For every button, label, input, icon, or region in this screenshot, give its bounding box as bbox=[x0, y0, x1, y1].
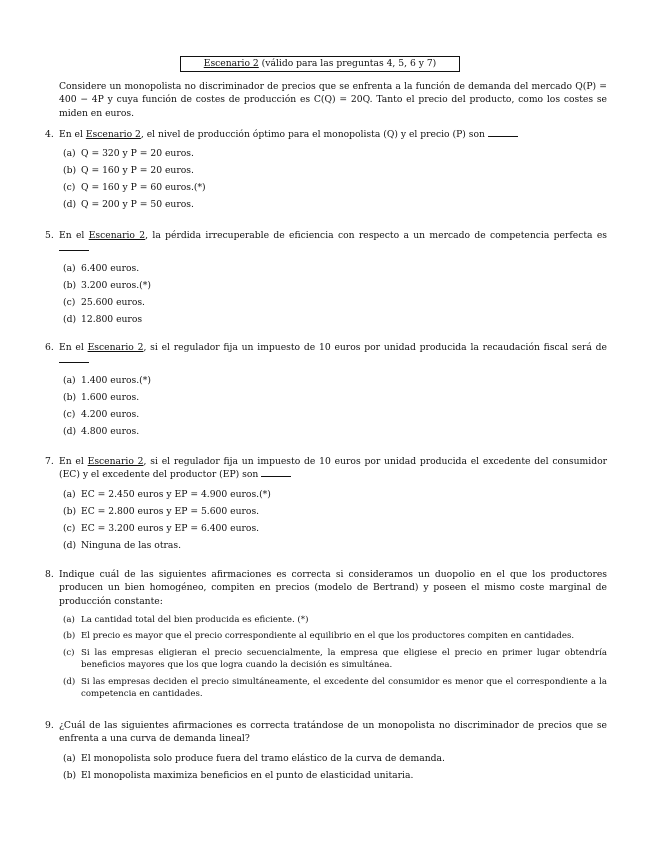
question-text-body: , si el regulador fija un impuesto de 10 euros por unidad producida el excedente del consumidor (EC) y el excedente del productor (EP) son bbox=[59, 456, 608, 481]
option-text: Q = 320 y P = 20 euros. bbox=[81, 148, 194, 160]
option-text: EC = 2.450 euros y EP = 4.900 euros.(*) bbox=[81, 488, 271, 500]
option-label: (d) bbox=[63, 676, 76, 687]
option-label: (c) bbox=[63, 647, 75, 658]
answer-option-a bbox=[63, 262, 607, 279]
option-text: Q = 160 y P = 20 euros. bbox=[81, 165, 194, 177]
answer-option-c bbox=[63, 181, 607, 198]
option-label: (b) bbox=[63, 631, 76, 642]
question-5 bbox=[45, 229, 607, 330]
question-9 bbox=[45, 719, 607, 786]
question-text-pre: En el bbox=[59, 129, 86, 140]
option-label: (b) bbox=[63, 165, 77, 177]
scenario-reference: Escenario 2 bbox=[87, 342, 144, 353]
scenario-title-rest: (válido para las preguntas 4, 5, 6 y 7) bbox=[258, 58, 437, 69]
answer-option-c bbox=[63, 408, 607, 425]
option-text: 4.800 euros. bbox=[81, 425, 140, 437]
answer-option-b bbox=[63, 164, 607, 181]
answer-option-a bbox=[63, 374, 607, 391]
answer-options bbox=[63, 752, 607, 786]
option-label: (a) bbox=[63, 615, 75, 626]
answer-option-b bbox=[63, 279, 607, 296]
answer-option-d bbox=[63, 539, 607, 556]
option-label: (a) bbox=[63, 752, 76, 764]
question-7 bbox=[45, 455, 607, 556]
option-label: (b) bbox=[63, 505, 77, 517]
question-6 bbox=[45, 341, 607, 442]
option-text: La cantidad total del bien producida es eficiente. (*) bbox=[81, 615, 309, 626]
answer-options bbox=[63, 262, 607, 330]
question-text-body: , si el regulador fija un impuesto de 10 euros por unidad producida la recaudación fiscal será de bbox=[143, 342, 607, 353]
answer-option-b bbox=[63, 630, 607, 646]
question-number: 9. bbox=[45, 720, 54, 731]
option-text: 4.200 euros. bbox=[81, 408, 140, 420]
answer-option-a bbox=[63, 614, 607, 630]
answer-option-d bbox=[63, 676, 607, 705]
question-4 bbox=[45, 128, 607, 215]
question-text-pre: En el bbox=[59, 342, 88, 353]
option-label: (d) bbox=[63, 313, 77, 325]
answer-option-c bbox=[63, 647, 607, 676]
option-label: (c) bbox=[63, 296, 76, 308]
answer-option-b bbox=[63, 769, 607, 786]
answer-option-b bbox=[63, 391, 607, 408]
option-label: (b) bbox=[63, 769, 77, 781]
question-text-body: Indique cuál de las siguientes afirmaciones es correcta si consideramos un duopolio en el que los productores producen un bien homogéneo, compiten en precios (modelo de Bertrand) y poseen el mismo coste marginal de producción constante: bbox=[59, 569, 607, 607]
answer-blank bbox=[261, 468, 291, 477]
scenario-reference: Escenario 2 bbox=[85, 129, 141, 140]
question-text bbox=[59, 229, 607, 256]
option-text: Si las empresas deciden el precio simultáneamente, el excedente del consumidor es menor que el correspondiente a la competencia en cantidades. bbox=[81, 676, 607, 700]
option-text: 6.400 euros. bbox=[81, 262, 140, 274]
question-text-pre: En el bbox=[59, 456, 88, 467]
option-label: (d) bbox=[63, 539, 77, 551]
question-text bbox=[59, 455, 607, 482]
option-text: 12.800 euros bbox=[81, 313, 143, 325]
option-label: (c) bbox=[63, 408, 76, 420]
option-label: (b) bbox=[63, 391, 77, 403]
option-label: (d) bbox=[63, 199, 77, 211]
option-text: Q = 200 y P = 50 euros. bbox=[81, 199, 194, 211]
question-text-body: , el nivel de producción óptimo para el monopolista (Q) y el precio (P) son bbox=[140, 129, 485, 140]
option-text: 3.200 euros.(*) bbox=[81, 279, 151, 291]
question-text bbox=[59, 719, 607, 746]
option-label: (a) bbox=[63, 262, 76, 274]
answer-option-c bbox=[63, 296, 607, 313]
answer-blank bbox=[488, 128, 518, 137]
option-text: Si las empresas eligieran el precio secuencialmente, la empresa que eligiese el precio en primer lugar obtendría beneficios mayores que los que logra cuando la decisión es simultánea. bbox=[81, 647, 607, 671]
answer-option-c bbox=[63, 522, 607, 539]
option-label: (a) bbox=[63, 148, 76, 160]
question-text-body: , la pérdida irrecuperable de eficiencia con respecto a un mercado de competencia perfecta es bbox=[145, 230, 608, 241]
answer-blank bbox=[59, 242, 89, 251]
option-label: (a) bbox=[63, 374, 76, 386]
answer-option-a bbox=[63, 488, 607, 505]
option-text: Q = 160 y P = 60 euros.(*) bbox=[81, 182, 206, 194]
option-text: El monopolista maximiza beneficios en el punto de elasticidad unitaria. bbox=[81, 769, 414, 781]
scenario-title-box bbox=[180, 56, 460, 72]
question-text bbox=[59, 341, 607, 368]
option-text: 1.600 euros. bbox=[81, 391, 140, 403]
question-text-pre: En el bbox=[59, 230, 89, 241]
option-text: EC = 2.800 euros y EP = 5.600 euros. bbox=[81, 505, 260, 517]
question-8 bbox=[45, 568, 607, 705]
option-text: El precio es mayor que el precio correspondiente al equilibrio en el que los productores compiten en cantidades. bbox=[81, 631, 575, 642]
answer-option-d bbox=[63, 313, 607, 330]
option-label: (a) bbox=[63, 488, 76, 500]
option-label: (b) bbox=[63, 279, 77, 291]
answer-options bbox=[63, 614, 607, 705]
answer-option-a bbox=[63, 147, 607, 164]
answer-options bbox=[63, 488, 607, 556]
scenario-reference: Escenario 2 bbox=[87, 456, 144, 467]
option-text: Ninguna de las otras. bbox=[81, 539, 182, 551]
option-label: (c) bbox=[63, 182, 76, 194]
option-text: 1.400 euros.(*) bbox=[81, 374, 151, 386]
question-text bbox=[59, 568, 607, 608]
answer-blank bbox=[59, 354, 89, 363]
option-text: 25.600 euros. bbox=[81, 296, 145, 308]
question-number: 6. bbox=[45, 342, 54, 353]
question-number: 7. bbox=[45, 456, 54, 467]
scenario-reference: Escenario 2 bbox=[88, 230, 146, 241]
option-label: (d) bbox=[63, 425, 77, 437]
answer-option-d bbox=[63, 198, 607, 215]
scenario-title-underlined: Escenario 2 bbox=[203, 58, 259, 69]
answer-options bbox=[63, 374, 607, 442]
question-number: 5. bbox=[45, 230, 54, 241]
answer-option-a bbox=[63, 752, 607, 769]
option-text: El monopolista solo produce fuera del tramo elástico de la curva de demanda. bbox=[81, 752, 445, 764]
answer-option-d bbox=[63, 425, 607, 442]
question-number: 8. bbox=[45, 569, 54, 580]
question-number: 4. bbox=[45, 129, 54, 140]
option-text: EC = 3.200 euros y EP = 6.400 euros. bbox=[81, 522, 260, 534]
question-text-body: ¿Cuál de las siguientes afirmaciones es correcta tratándose de un monopolista no discriminador de precios que se enfrenta a una curva de demanda lineal? bbox=[59, 720, 607, 745]
option-label: (c) bbox=[63, 522, 76, 534]
question-text bbox=[59, 128, 607, 141]
scenario-intro: Considere un monopolista no discriminador de precios que se enfrenta a la función de demanda del mercado Q(P) = 400 − 4P y cuya función de costes de producción es C(Q) = 20Q. Tanto el precio del producto, como los costes se miden en euros. bbox=[59, 81, 607, 119]
answer-options bbox=[63, 147, 607, 215]
answer-option-b bbox=[63, 505, 607, 522]
